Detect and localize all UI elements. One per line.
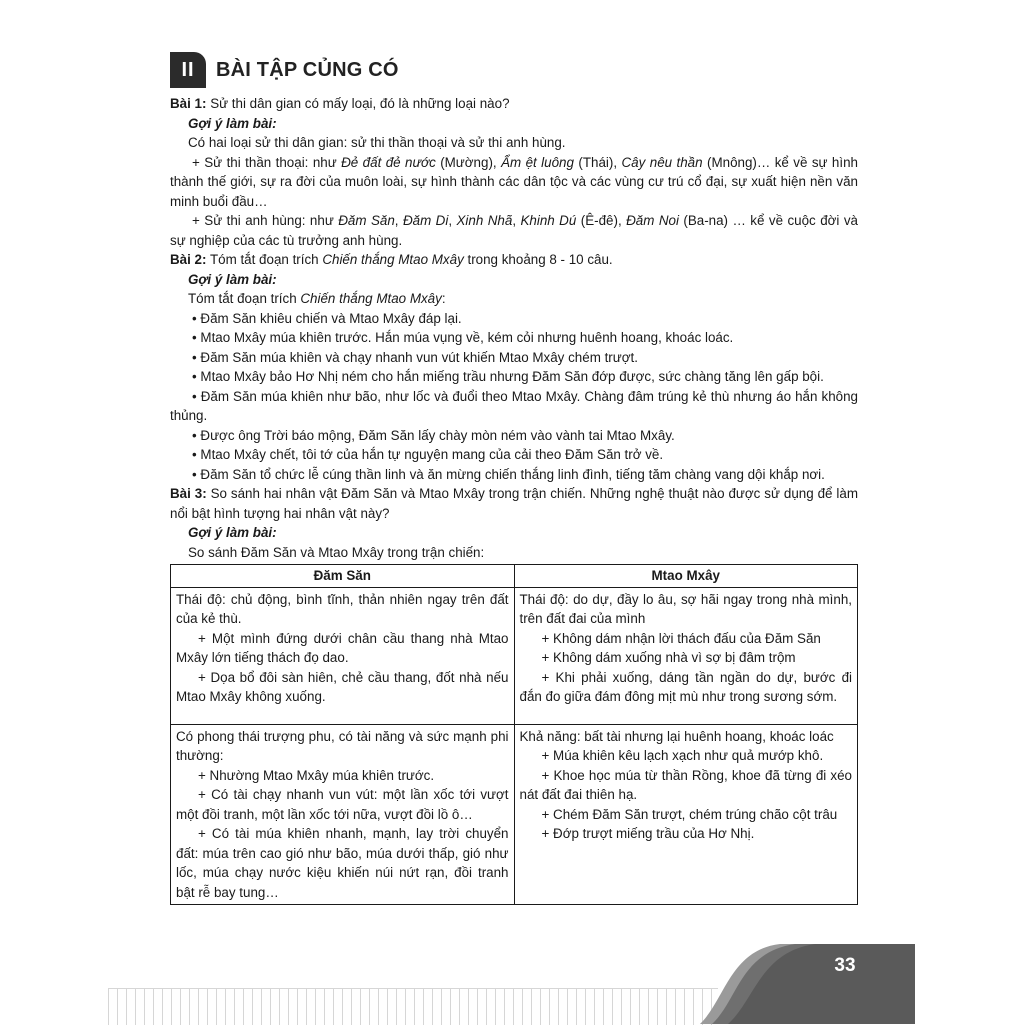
section-header (170, 52, 858, 88)
table-cell: Có phong thái trượng phu, có tài năng và sức mạnh phi thường: + Nhường Mtao Mxây múa khiên trước. + Có tài chạy nhanh vun vút: một lần xốc tới vượt một đồi tranh, một lần xốc tới nữa, vượt đồi lồ ô… + Có tài múa khiên nhanh, mạnh, lay trời chuyển đất: múa trên cao gió như bão, múa dưới thấp, gió như lốc, múa chạy nước kiệu khiến núi nứt rạn, đồi tranh bật rễ bay tung… (171, 724, 515, 905)
summary-bullet: • Đăm Săn múa khiên như bão, như lốc và đuổi theo Mtao Mxây. Chàng đâm trúng kẻ thù nhưng áo hắn không thủng. (170, 388, 858, 423)
table-header-row (171, 565, 858, 588)
table-cell: Thái độ: do dự, đầy lo âu, sợ hãi ngay trong nhà mình, trên đất đai của mình + Không dám nhận lời thách đấu của Đăm Săn + Không dám xuống nhà vì sợ bị đâm trộm + Khi phải xuống, dáng tần ngần do dự, bước đi đắn đo giữa đám đông mịt mù như trong sương sớm. (514, 587, 858, 724)
table-cell: Thái độ: chủ động, bình tĩnh, thản nhiên ngay trên đất của kẻ thù. + Một mình đứng dưới chân cầu thang nhà Mtao Mxây lớn tiếng thách đọ dao. + Dọa bổ đôi sàn hiên, chẻ cầu thang, đốt nhà nếu Mtao Mxây không xuống. (171, 587, 515, 724)
exercise-3-question: Bài 3: So sánh hai nhân vật Đăm Săn và Mtao Mxây trong trận chiến. Những nghệ thuật nào được sử dụng để làm nổi bật hình tượng hai nhân vật này? (170, 486, 858, 521)
summary-bullet: • Mtao Mxây bảo Hơ Nhị ném cho hắn miếng trầu nhưng Đăm Săn đớp được, sức chàng tăng lên gấp bội. (192, 369, 824, 384)
summary-bullet: • Mtao Mxây chết, tôi tớ của hắn tự nguyện mang của cải theo Đăm Săn trở về. (192, 447, 664, 462)
comparison-table (170, 564, 858, 905)
page-number: 33 (834, 955, 856, 976)
exercise-3-intro: So sánh Đăm Săn và Mtao Mxây trong trận chiến: (188, 544, 485, 560)
hint-label: Gợi ý làm bài: (188, 271, 277, 287)
exercise-1-myth-epics: + Sử thi thần thoại: như Đẻ đất đẻ nước (Mường), Ẩm ệt luông (Thái), Cây nêu thần (Mnông)… kể về sự hình thành thế giới, sự ra đời của muôn loài, sự hình thành các dân tộc và các vùng cư trú cổ đại, sự xuất hiện nền văn minh buổi đầu… (170, 154, 858, 209)
table-cell: Khả năng: bất tài nhưng lại huênh hoang, khoác loác + Múa khiên kêu lạch xạch như quả mướp khô. + Khoe học múa từ thần Rồng, khoe đã từng đi xéo nát đất đai thiên hạ. + Chém Đăm Săn trượt, chém trúng chão cột trâu + Đớp trượt miếng trầu của Hơ Nhị. (514, 724, 858, 905)
exercise-1-intro: Có hai loại sử thi dân gian: sử thi thần thoại và sử thi anh hùng. (188, 135, 566, 150)
exercise-2-question: Bài 2: Tóm tắt đoạn trích Chiến thắng Mtao Mxây trong khoảng 8 - 10 câu. (170, 252, 613, 267)
hint-label: Gợi ý làm bài: (188, 525, 277, 540)
document-page (170, 52, 858, 905)
summary-bullet: • Được ông Trời báo mộng, Đăm Săn lấy chày mòn ném vào vành tai Mtao Mxây. (192, 427, 675, 443)
exercise-label: Bài 2: (170, 252, 207, 267)
footer-decorative-lines (108, 988, 718, 1025)
exercise-1-question: Bài 1: Sử thi dân gian có mấy loại, đó là những loại nào? (170, 96, 510, 111)
column-header-dam-san: Đăm Săn (171, 565, 515, 588)
summary-bullet: • Đăm Săn khiêu chiến và Mtao Mxây đáp lại. (192, 310, 462, 326)
section-title: BÀI TẬP CỦNG CÓ (216, 58, 399, 81)
section-number-badge: II (170, 52, 206, 88)
hint-label: Gợi ý làm bài: (188, 115, 277, 131)
table-row (171, 587, 858, 724)
exercise-label: Bài 1: (170, 96, 207, 111)
exercise-1-hero-epics: + Sử thi anh hùng: như Đăm Săn, Đăm Di, Xinh Nhã, Khinh Dú (Ê-đê), Đăm Noi (Ba-na) … kể về cuộc đời và sự nghiệp của các tù trưởng anh hùng. (170, 213, 858, 248)
table-row (171, 724, 858, 905)
summary-bullet: • Đăm Săn múa khiên và chạy nhanh vun vút khiến Mtao Mxây chém trượt. (192, 349, 638, 365)
summary-bullet: • Đăm Săn tổ chức lễ cúng thần linh và ăn mừng chiến thắng linh đình, tiếng tăm chàng vang dội khắp nơi. (192, 466, 825, 482)
column-header-mtao-mxay: Mtao Mxây (514, 565, 858, 588)
exercise-label: Bài 3: (170, 486, 207, 501)
exercise-2-intro: Tóm tắt đoạn trích Chiến thắng Mtao Mxây: (188, 291, 446, 306)
page-number-tab (700, 940, 915, 1024)
summary-bullet: • Mtao Mxây múa khiên trước. Hắn múa vụng về, kém cỏi nhưng huênh hoang, khoác loác. (192, 330, 734, 345)
